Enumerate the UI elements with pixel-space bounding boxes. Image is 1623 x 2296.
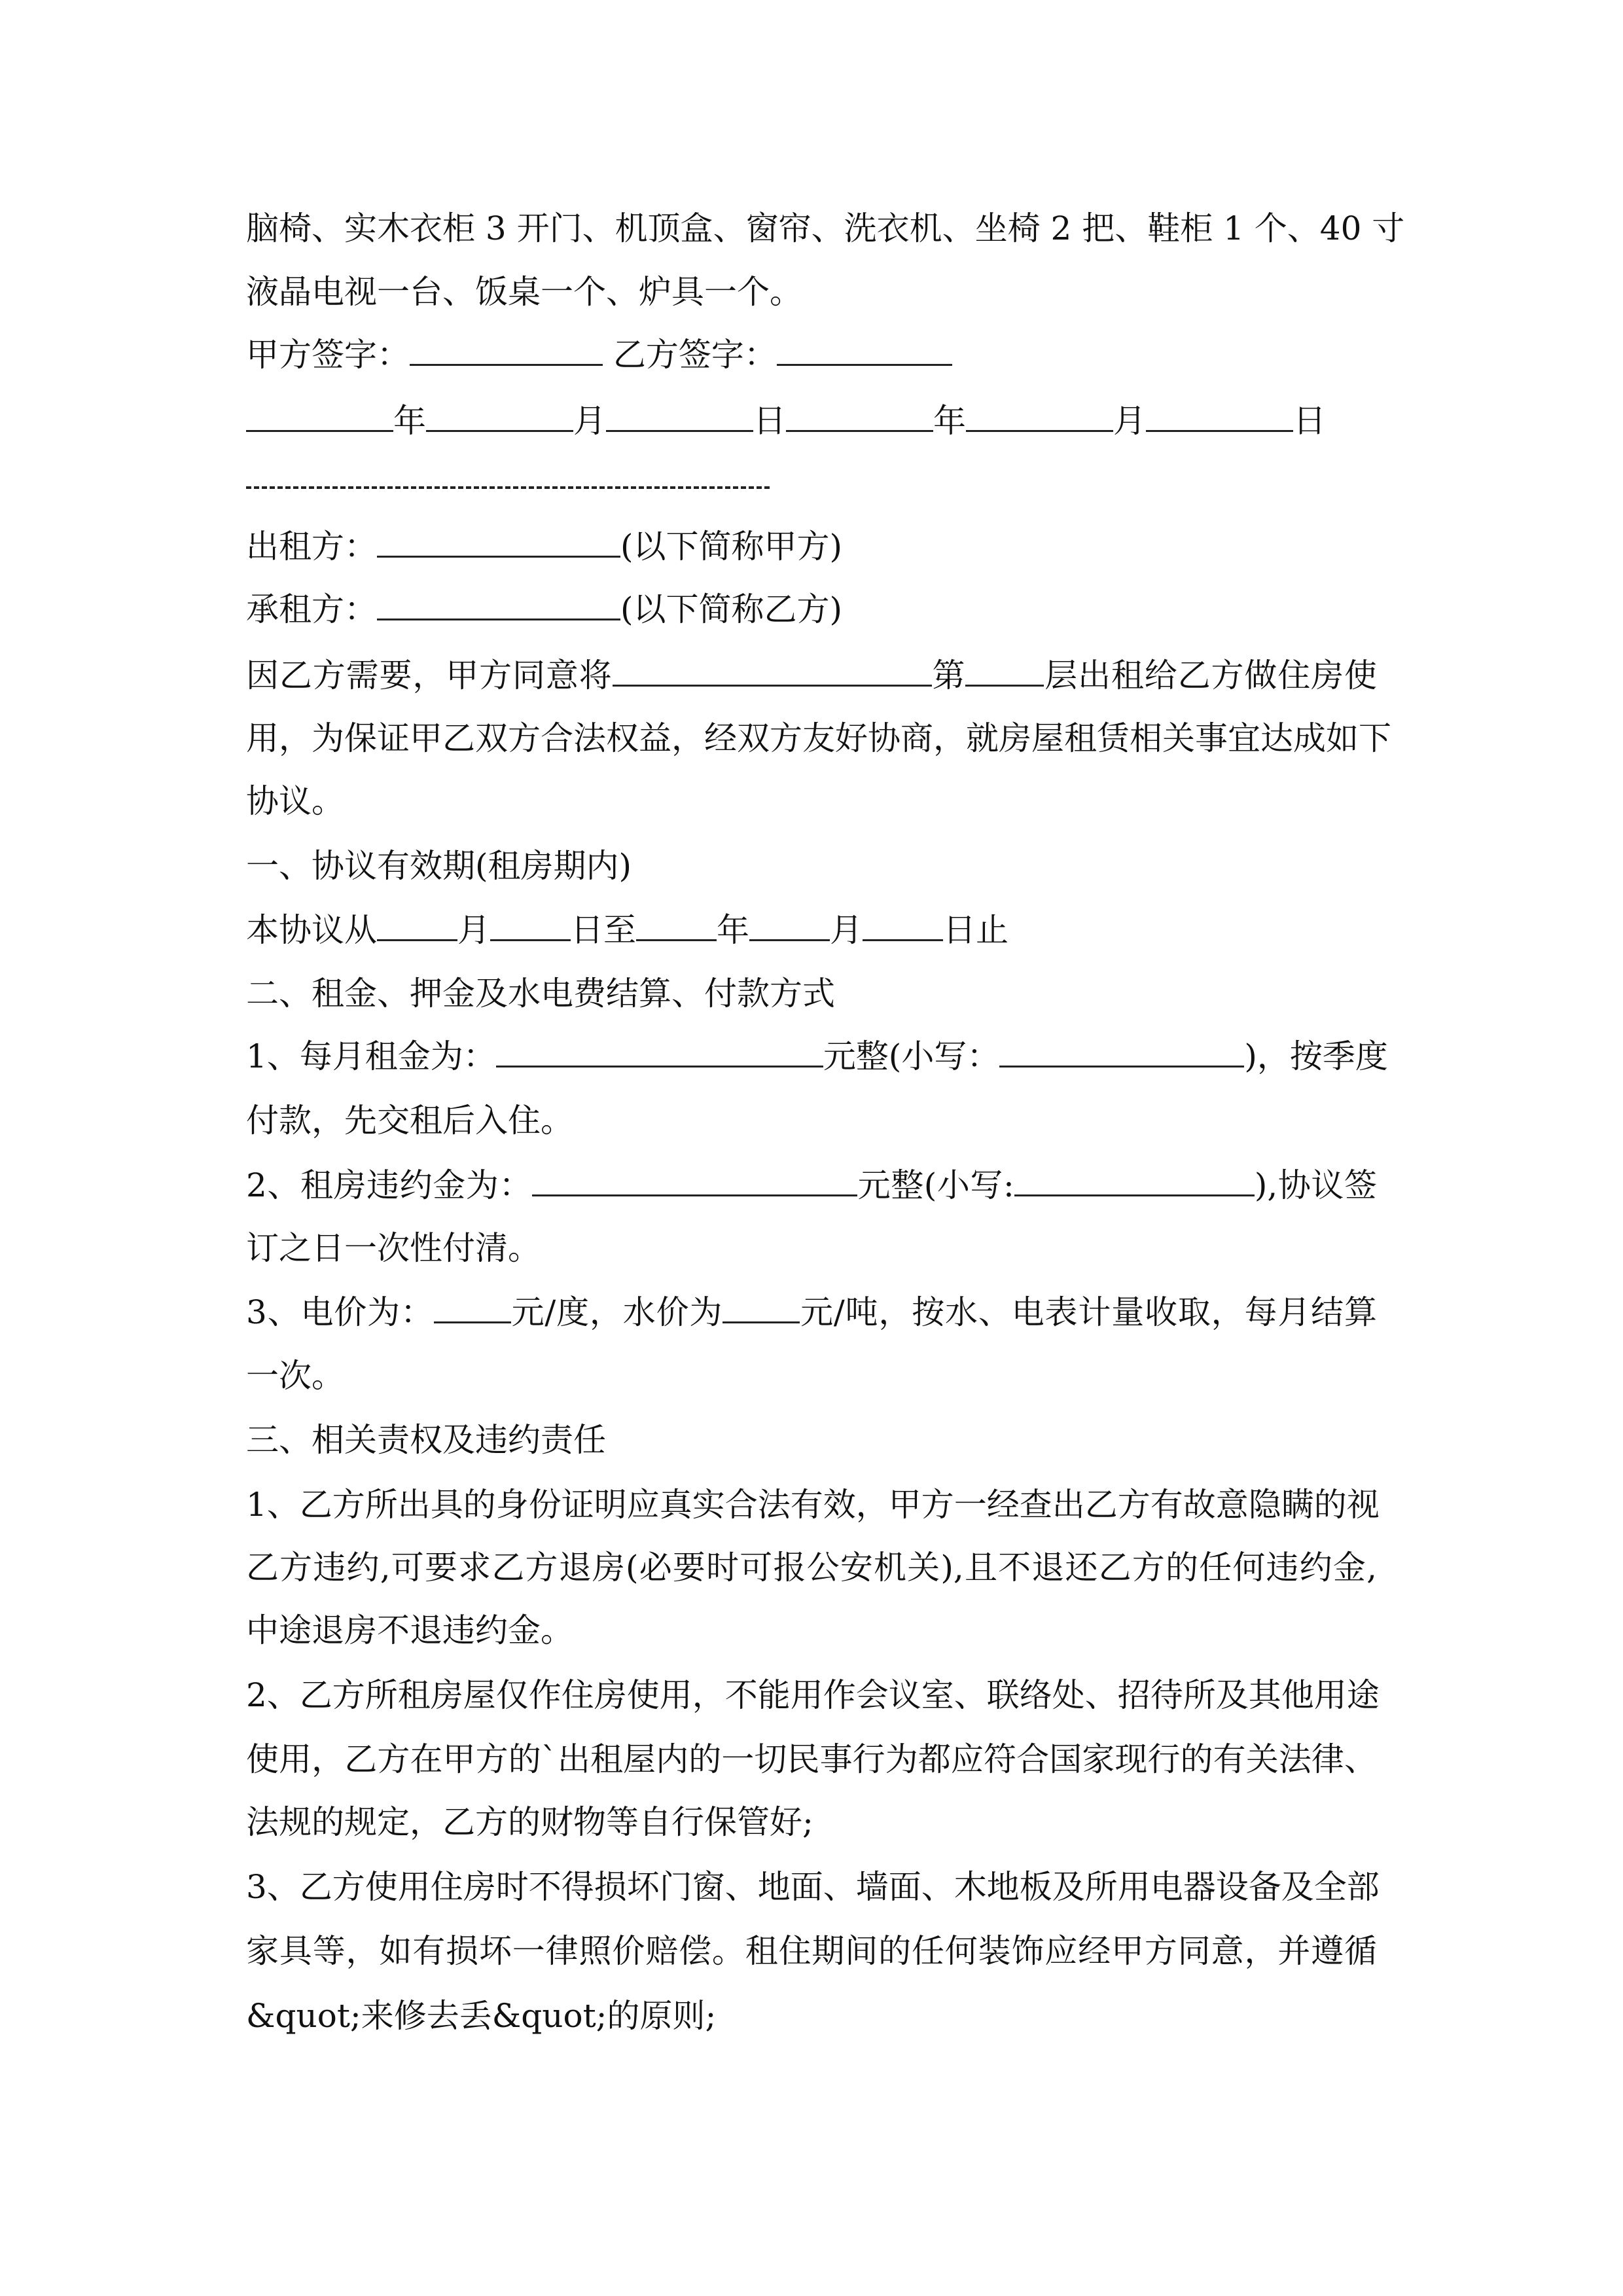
text-line	[246, 1609, 1377, 1651]
text-line	[246, 1164, 1377, 1206]
line-text: 本协议从	[246, 911, 377, 949]
line-text: 2、租房违约金为：	[246, 1166, 533, 1204]
line-text: 月	[830, 911, 863, 949]
fill-in-blank	[636, 910, 717, 941]
line-text: (以下简称甲方)	[620, 528, 843, 565]
line-text: (以下简称乙方)	[620, 590, 843, 628]
text-line	[246, 1930, 1377, 1972]
line-text: 月	[1113, 402, 1146, 440]
text-line	[246, 400, 1377, 442]
text-line	[246, 1100, 1377, 1141]
fill-in-blank	[606, 401, 753, 432]
fill-in-blank	[434, 1293, 511, 1323]
text-line	[246, 780, 1377, 822]
line-text: 一、协议有效期(租房期内)	[246, 847, 632, 885]
text-line	[246, 334, 1377, 376]
line-text: 协议。	[246, 782, 344, 820]
line-text: 中途退房不退违约金。	[246, 1611, 573, 1649]
line-text: 月	[573, 402, 606, 440]
fill-in-blank	[777, 335, 952, 366]
fill-in-blank	[377, 910, 457, 941]
line-text: 2、乙方所租房屋仅作住房使用，不能用作会议室、联络处、招待所及其他用途	[246, 1676, 1380, 1714]
line-text: 年	[933, 402, 966, 440]
text-line	[246, 1866, 1380, 1908]
line-text: 日至	[571, 911, 636, 949]
line-text: 家具等，如有损坏一律照价赔偿。租住期间的任何装饰应经甲方同意，并遵循	[246, 1932, 1377, 1970]
line-text: 3、乙方使用住房时不得损坏门窗、地面、墙面、木地板及所用电器设备及全部	[246, 1868, 1380, 1906]
fill-in-blank	[426, 401, 573, 432]
fill-in-blank	[749, 910, 830, 941]
line-text: 月	[457, 911, 490, 949]
fill-in-blank	[966, 401, 1113, 432]
line-text: 元整(小写：	[823, 1037, 1000, 1075]
line-text: 乙方违约,可要求乙方退房(必要时可报公安机关),且不退还乙方的任何违约金,	[246, 1549, 1377, 1587]
line-text: 层出租给乙方做住房使	[1044, 656, 1378, 694]
line-text: 订之日一次性付清。	[246, 1229, 541, 1267]
line-text: &quot;来修去丢&quot;的原则;	[246, 1997, 717, 2035]
text-line	[246, 1801, 1377, 1843]
text-line	[246, 271, 1377, 313]
line-text: 二、租金、押金及水电费结算、付款方式	[246, 975, 835, 1013]
line-text: 元/吨，按水、电表计量收取，每月结算	[800, 1293, 1377, 1331]
line-text: 元整(小写:	[857, 1166, 1014, 1204]
text-line	[246, 1674, 1380, 1716]
fill-in-blank	[490, 910, 571, 941]
text-line	[246, 1995, 1377, 2037]
fill-in-blank	[1014, 1166, 1255, 1196]
fill-in-blank	[1146, 401, 1293, 432]
text-line	[246, 1547, 1377, 1588]
fill-in-blank	[965, 656, 1044, 687]
text-line	[246, 1355, 1377, 1397]
line-text: 承租方：	[246, 590, 377, 628]
text-line	[246, 207, 1405, 249]
text-line	[246, 1419, 1377, 1461]
line-text: 日	[753, 402, 786, 440]
text-line	[246, 973, 1377, 1014]
fill-in-blank	[246, 401, 393, 432]
line-text: 元/度，水价为	[510, 1293, 723, 1331]
text-line	[246, 1738, 1377, 1780]
line-text: 日止	[943, 911, 1008, 949]
line-text: 乙方签字：	[603, 336, 777, 374]
line-text: 1、每月租金为：	[246, 1037, 496, 1075]
text-line	[246, 909, 1377, 951]
line-text: )，按季度	[1244, 1037, 1388, 1075]
fill-in-blank	[377, 590, 620, 620]
line-text: 1、乙方所出具的身份证明应真实合法有效，甲方一经查出乙方有故意隐瞒的视	[246, 1486, 1380, 1524]
line-text: 年	[717, 911, 749, 949]
fill-in-blank	[496, 1037, 823, 1067]
text-line	[246, 845, 1377, 887]
text-line	[246, 1484, 1380, 1526]
text-line	[246, 457, 1377, 499]
fill-in-blank	[863, 910, 943, 941]
line-text: 用，为保证甲乙双方合法权益，经双方友好协商，就房屋租赁相关事宜达成如下	[246, 719, 1391, 757]
fill-in-blank	[410, 335, 603, 366]
line-text: 3、电价为：	[246, 1293, 434, 1331]
line-text: 因乙方需要，甲方同意将	[246, 656, 613, 694]
fill-in-blank	[786, 401, 933, 432]
line-text: 年	[393, 402, 426, 440]
text-line	[246, 1227, 1377, 1269]
line-text: 出租方：	[246, 528, 377, 565]
line-text: 三、相关责权及违约责任	[246, 1421, 606, 1459]
text-line	[246, 1291, 1377, 1333]
line-text: 脑椅、实木衣柜 3 开门、机顶盒、窗帘、洗衣机、坐椅 2 把、鞋柜 1 个、40 寸	[246, 209, 1405, 247]
line-text: 法规的规定，乙方的财物等自行保管好;	[246, 1803, 813, 1841]
fill-in-blank	[722, 1293, 800, 1323]
line-text: 一次。	[246, 1357, 344, 1395]
fill-in-blank	[532, 1166, 857, 1196]
line-text: 液晶电视一台、饭桌一个、炉具一个。	[246, 273, 802, 311]
line-text: 甲方签字：	[246, 336, 410, 374]
line-text: 使用，乙方在甲方的`出租屋内的一切民事行为都应符合国家现行的有关法律、	[246, 1740, 1377, 1778]
line-text: ),协议签	[1254, 1166, 1377, 1204]
line-text: 付款，先交租后入住。	[246, 1102, 573, 1139]
text-line	[246, 655, 1377, 696]
text-line	[246, 1035, 1388, 1077]
line-text: 日	[1293, 402, 1326, 440]
text-line	[246, 588, 1377, 630]
line-text: 第	[931, 656, 966, 694]
fill-in-blank	[613, 656, 932, 687]
separator-line	[246, 467, 770, 489]
text-line	[246, 526, 1377, 567]
fill-in-blank	[999, 1037, 1244, 1067]
fill-in-blank	[377, 527, 620, 558]
text-line	[246, 717, 1391, 759]
